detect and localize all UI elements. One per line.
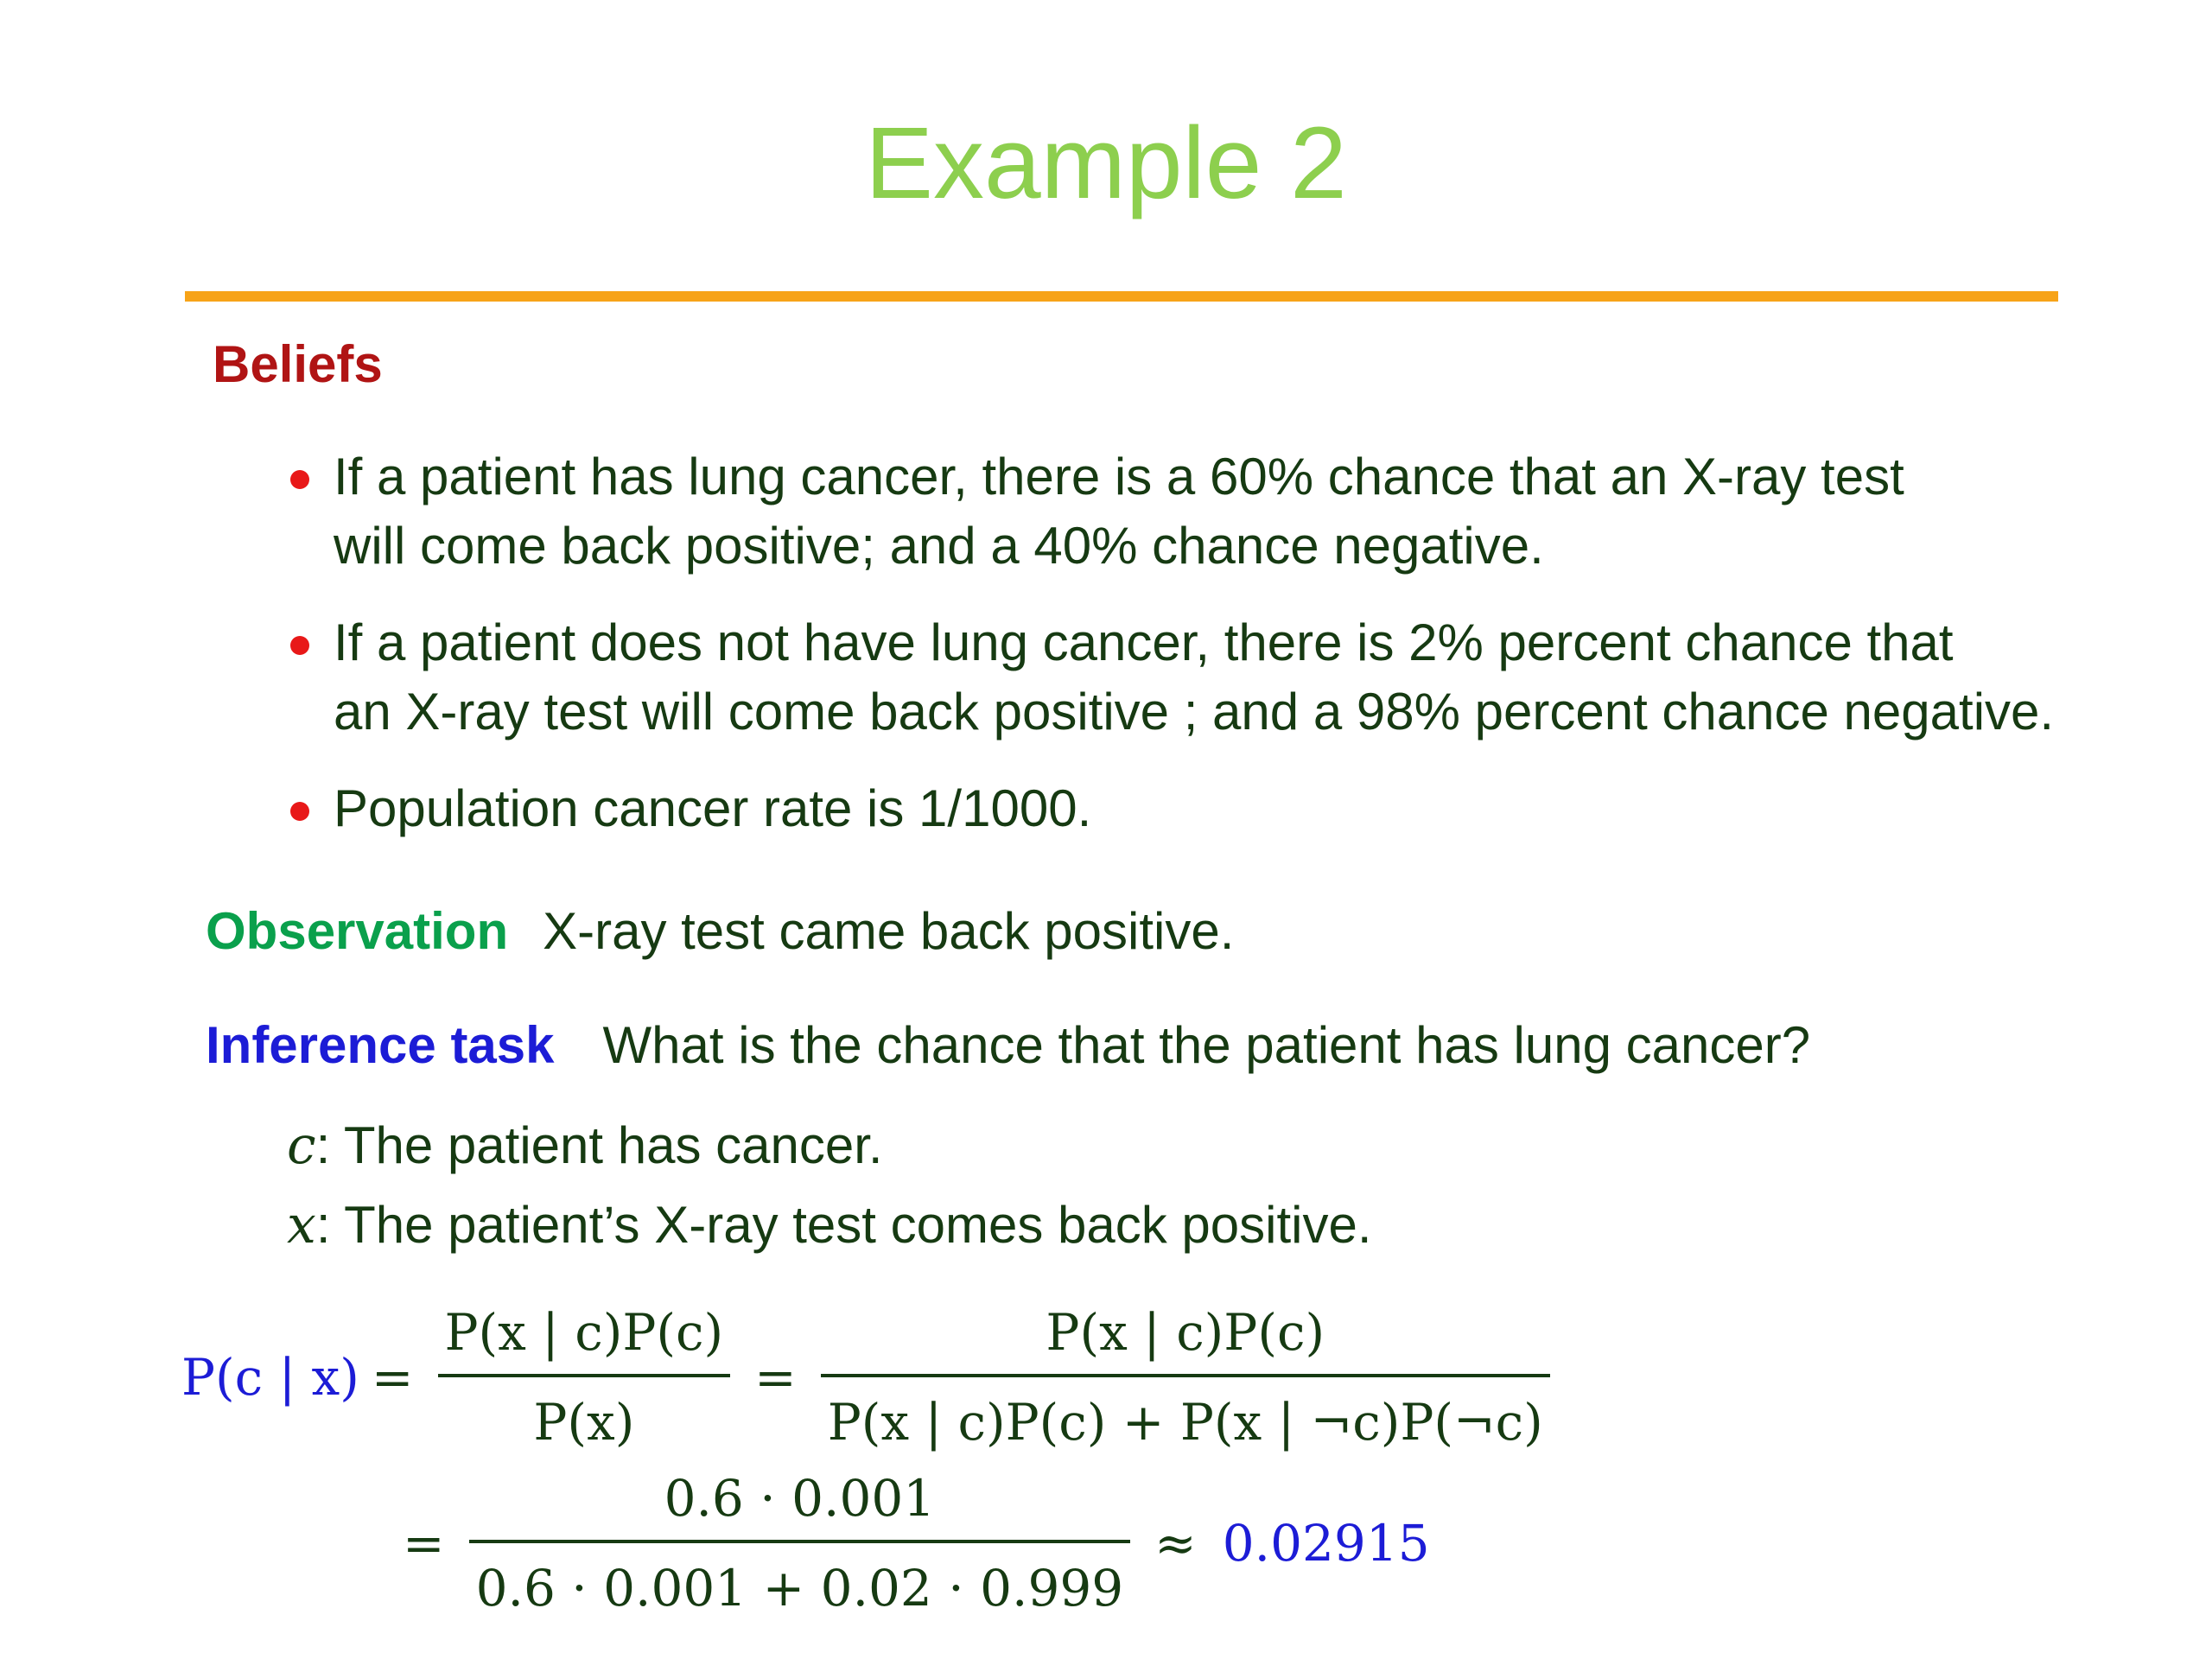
observation-heading: Observation xyxy=(206,902,509,960)
fraction-denominator: 0.6 · 0.001 + 0.02 · 0.999 xyxy=(475,1559,1124,1618)
definition-text: : The patient has cancer. xyxy=(315,1116,883,1174)
belief-line: an X-ray test will come back positive ; and a 98% percent chance negative. xyxy=(334,683,2055,741)
definition-c xyxy=(287,1116,883,1176)
fraction-denominator: P(x | c)P(c) + P(x | ¬c)P(¬c) xyxy=(827,1393,1543,1452)
equation-result: 0.02915 xyxy=(1222,1514,1430,1573)
bullet-dot-icon xyxy=(290,636,309,655)
inference-text: What is the chance that the patient has lung cancer? xyxy=(602,1016,1811,1074)
equals-sign: = xyxy=(754,1348,797,1407)
definition-text: : The patient’s X-ray test comes back positive. xyxy=(315,1196,1372,1254)
belief-line: If a patient does not have lung cancer, there is 2% percent chance that xyxy=(334,613,1954,671)
belief-item xyxy=(285,774,2186,843)
inference-heading: Inference task xyxy=(206,1016,555,1074)
bullet-dot-icon xyxy=(290,470,309,489)
beliefs-list xyxy=(285,442,2186,871)
approx-sign: ≈ xyxy=(1154,1514,1197,1573)
belief-item xyxy=(285,442,2186,581)
fraction-denominator: P(x) xyxy=(533,1393,635,1452)
numeric-equation xyxy=(391,1469,1430,1618)
fraction-numerator: P(x | c)P(c) xyxy=(444,1303,724,1362)
fraction-numerator: 0.6 · 0.001 xyxy=(664,1469,936,1528)
beliefs-heading: Beliefs xyxy=(213,335,383,393)
belief-item xyxy=(285,608,2186,747)
belief-line: will come back positive; and a 40% chance negative. xyxy=(334,517,1544,575)
equation-lhs: P(c | x) xyxy=(181,1348,359,1407)
belief-line: Population cancer rate is 1/1000. xyxy=(334,779,1092,837)
equals-sign: = xyxy=(371,1348,414,1407)
observation-text: X-ray test came back positive. xyxy=(543,902,1235,960)
belief-line: If a patient has lung cancer, there is a 60% chance that an X-ray test xyxy=(334,448,1904,505)
definition-variable: c xyxy=(287,1116,316,1176)
fraction-numerator: P(x | c)P(c) xyxy=(1046,1303,1325,1362)
fraction-bayes xyxy=(438,1303,731,1452)
slide-title: Example 2 xyxy=(865,106,1347,220)
definition-variable: x xyxy=(287,1195,316,1255)
definition-x xyxy=(287,1195,1372,1255)
bayes-equation xyxy=(181,1303,1562,1452)
title-divider xyxy=(185,291,2058,302)
fraction-numeric xyxy=(469,1469,1131,1618)
inference-row xyxy=(206,1016,1811,1074)
equals-sign: = xyxy=(403,1514,445,1573)
bullet-dot-icon xyxy=(290,802,309,821)
fraction-expanded xyxy=(821,1303,1550,1452)
observation-row xyxy=(206,902,1235,960)
